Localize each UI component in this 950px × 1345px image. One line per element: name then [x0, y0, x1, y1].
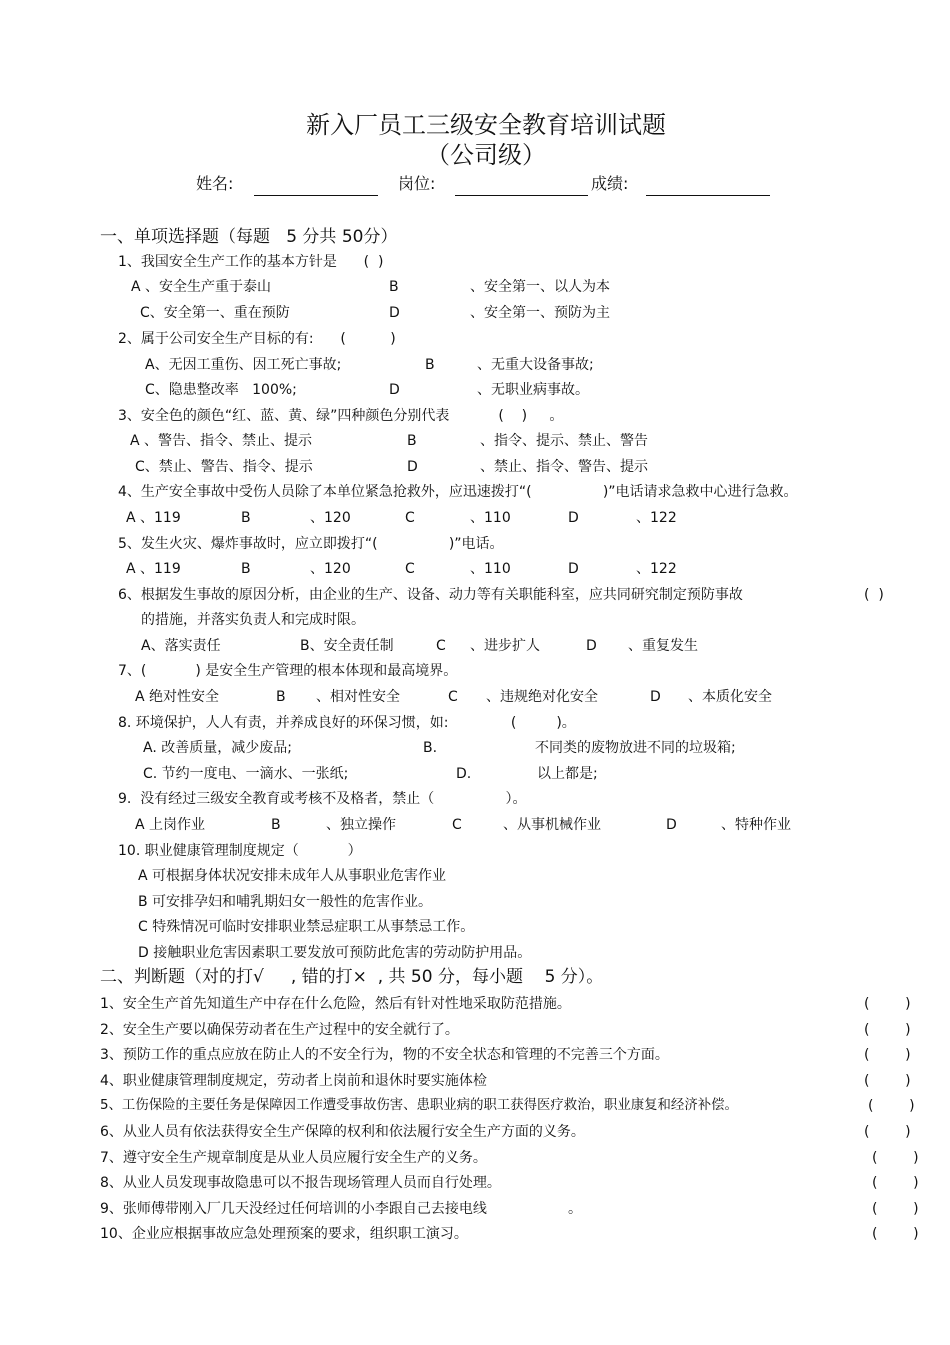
judge-answer-6[interactable]: ( ): [864, 1124, 911, 1140]
q2-option-a: A、无因工重伤、因工死亡事故;: [145, 357, 342, 373]
q9-option-c: 、从事机械作业: [503, 817, 601, 833]
q8-option-d-letter: D.: [456, 766, 472, 782]
judge-item-5: 5、工伤保险的主要任务是保障因工作遭受事故伤害、患职业病的职工获得医疗救治，职业康复和经济补偿。: [100, 1098, 738, 1113]
q4-option-d: 、122: [636, 510, 677, 526]
q9-option-a: A 上岗作业: [135, 817, 206, 833]
q1-option-d-letter: D: [389, 305, 400, 321]
q9-option-b-letter: B: [271, 817, 281, 833]
judge-answer-9[interactable]: ( ): [872, 1201, 919, 1217]
judge-answer-10[interactable]: ( ): [872, 1226, 919, 1242]
judge-item-9: 9、张师傅带刚入厂几天没经过任何培训的小李跟自己去接电线: [100, 1201, 487, 1217]
q5-option-c-letter: C: [405, 561, 415, 577]
q10-option-d: D 接触职业危害因素职工要发放可预防此危害的劳动防护用品。: [138, 945, 532, 961]
page-title: 新入厂员工三级安全教育培训试题: [306, 111, 666, 139]
q4-option-b: 、120: [310, 510, 351, 526]
question-1-stem: 1、我国安全生产工作的基本方针是 ( ): [118, 254, 384, 270]
name-field[interactable]: [254, 195, 378, 196]
q4-option-b-letter: B: [241, 510, 251, 526]
post-field[interactable]: [455, 195, 588, 196]
question-2-stem: 2、属于公司安全生产目标的有: ( ): [118, 331, 396, 347]
q1-option-c: C、安全第一、重在预防: [140, 305, 290, 321]
q8-option-b-letter: B.: [423, 740, 438, 756]
question-7-stem: 7、( ) 是安全生产管理的根本体现和最高境界。: [118, 663, 458, 679]
q9-option-d-letter: D: [666, 817, 677, 833]
q5-option-d: 、122: [636, 561, 677, 577]
q3-option-b-letter: B: [407, 433, 417, 449]
q7-option-d: 、本质化安全: [688, 689, 772, 705]
q4-option-c: 、110: [470, 510, 511, 526]
name-label: 姓名:: [196, 174, 234, 193]
q6-option-a: A、落实责任: [141, 638, 221, 654]
q1-option-a: A 、安全生产重于泰山: [131, 279, 272, 295]
judge-item-9-tail: 。: [568, 1201, 582, 1217]
q7-option-c: 、违规绝对化安全: [486, 689, 598, 705]
score-label: 成绩:: [591, 174, 629, 193]
q4-option-d-letter: D: [568, 510, 579, 526]
question-4-stem: 4、生产安全事故中受伤人员除了本单位紧急抢救外，应迅速拨打“( )”电话请求急救中心进行急救。: [118, 484, 798, 500]
q8-option-a: A. 改善质量，减少废品;: [143, 740, 292, 756]
question-6-paren: ( ): [864, 587, 884, 603]
q1-option-b-letter: B: [389, 279, 399, 295]
judge-item-6: 6、从业人员有依法获得安全生产保障的权利和依法履行安全生产方面的义务。: [100, 1124, 585, 1140]
question-3-stem: 3、安全色的颜色“红、蓝、黄、绿”四种颜色分别代表 ( ) 。: [118, 408, 564, 424]
q5-option-a: A 、119: [126, 561, 181, 577]
judge-answer-7[interactable]: ( ): [872, 1150, 919, 1166]
section2-heading: 二、判断题（对的打√ , 错的打× , 共 50 分，每小题 5 分）。: [100, 967, 604, 987]
question-9-stem: 9. 没有经过三级安全教育或考核不及格者，禁止（ ）。: [118, 791, 527, 807]
q8-option-c: C. 节约一度电、一滴水、一张纸;: [143, 766, 349, 782]
q3-option-a: A 、警告、指令、禁止、提示: [130, 433, 313, 449]
q7-option-d-letter: D: [650, 689, 661, 705]
post-label: 岗位:: [398, 174, 436, 193]
judge-item-1: 1、安全生产首先知道生产中存在什么危险，然后有针对性地采取防范措施。: [100, 996, 571, 1012]
q1-option-b: 、安全第一、以人为本: [470, 279, 610, 295]
judge-answer-4[interactable]: ( ): [864, 1073, 911, 1089]
judge-answer-5[interactable]: ( ): [868, 1098, 915, 1114]
judge-answer-8[interactable]: ( ): [872, 1175, 919, 1191]
score-field[interactable]: [646, 195, 770, 196]
q6-option-c-letter: C: [436, 638, 446, 654]
question-6-stem-cont: 的措施，并落实负责人和完成时限。: [141, 612, 365, 628]
q6-option-d-letter: D: [586, 638, 597, 654]
q2-option-b-letter: B: [425, 357, 435, 373]
q2-option-d-letter: D: [389, 382, 400, 398]
judge-answer-1[interactable]: ( ): [864, 996, 911, 1012]
q9-option-c-letter: C: [452, 817, 462, 833]
section1-heading: 一、单项选择题（每题 5 分共 50分）: [100, 227, 398, 247]
q5-option-b: 、120: [310, 561, 351, 577]
q9-option-b: 、独立操作: [326, 817, 396, 833]
question-5-stem: 5、发生火灾、爆炸事故时，应立即拨打“( )”电话。: [118, 536, 504, 552]
q1-option-d: 、安全第一、预防为主: [470, 305, 610, 321]
q4-option-a: A 、119: [126, 510, 181, 526]
q10-option-c: C 特殊情况可临时安排职业禁忌症职工从事禁忌工作。: [138, 919, 475, 935]
q7-option-a: A 绝对性安全: [135, 689, 220, 705]
q6-option-c: 、进步扩人: [470, 638, 540, 654]
question-10-stem: 10. 职业健康管理制度规定（ ）: [118, 843, 362, 859]
q8-option-b: 不同类的废物放进不同的垃圾箱;: [535, 740, 736, 756]
judge-item-4: 4、职业健康管理制度规定，劳动者上岗前和退休时要实施体检: [100, 1073, 487, 1089]
q4-option-c-letter: C: [405, 510, 415, 526]
judge-item-10: 10、企业应根据事故应急处理预案的要求，组织职工演习。: [100, 1226, 468, 1242]
judge-item-3: 3、预防工作的重点应放在防止人的不安全行为，物的不安全状态和管理的不完善三个方面。: [100, 1047, 669, 1063]
q9-option-d: 、特种作业: [721, 817, 791, 833]
judge-item-2: 2、安全生产要以确保劳动者在生产过程中的安全就行了。: [100, 1022, 459, 1038]
q10-option-b: B 可安排孕妇和哺乳期妇女一般性的危害作业。: [138, 894, 433, 910]
question-6-stem: 6、根据发生事故的原因分析，由企业的生产、设备、动力等有关职能科室，应共同研究制定预防事故: [118, 587, 743, 603]
judge-item-7: 7、遵守安全生产规章制度是从业人员应履行安全生产的义务。: [100, 1150, 487, 1166]
q6-option-d: 、重复发生: [628, 638, 698, 654]
q5-option-b-letter: B: [241, 561, 251, 577]
question-8-stem: 8. 环境保护，人人有责，并养成良好的环保习惯，如: ( )。: [118, 715, 576, 731]
q2-option-b: 、无重大设备事故;: [477, 357, 594, 373]
judge-item-8: 8、从业人员发现事故隐患可以不报告现场管理人员而自行处理。: [100, 1175, 501, 1191]
q3-option-b: 、指令、提示、禁止、警告: [480, 433, 648, 449]
q3-option-d: 、禁止、指令、警告、提示: [480, 459, 648, 475]
q5-option-c: 、110: [470, 561, 511, 577]
q6-option-b: B、安全责任制: [300, 638, 394, 654]
judge-answer-2[interactable]: ( ): [864, 1022, 911, 1038]
q3-option-c: C、禁止、警告、指令、提示: [135, 459, 313, 475]
q10-option-a: A 可根据身体状况安排未成年人从事职业危害作业: [138, 868, 447, 884]
q7-option-c-letter: C: [448, 689, 458, 705]
q3-option-d-letter: D: [407, 459, 418, 475]
judge-answer-3[interactable]: ( ): [864, 1047, 911, 1063]
q2-option-c: C、隐患整改率 100%;: [145, 382, 297, 398]
q2-option-d: 、无职业病事故。: [477, 382, 589, 398]
page-subtitle: （公司级）: [426, 141, 546, 169]
q5-option-d-letter: D: [568, 561, 579, 577]
q7-option-b: 、相对性安全: [316, 689, 400, 705]
q8-option-d: 以上都是;: [537, 766, 598, 782]
q7-option-b-letter: B: [276, 689, 286, 705]
